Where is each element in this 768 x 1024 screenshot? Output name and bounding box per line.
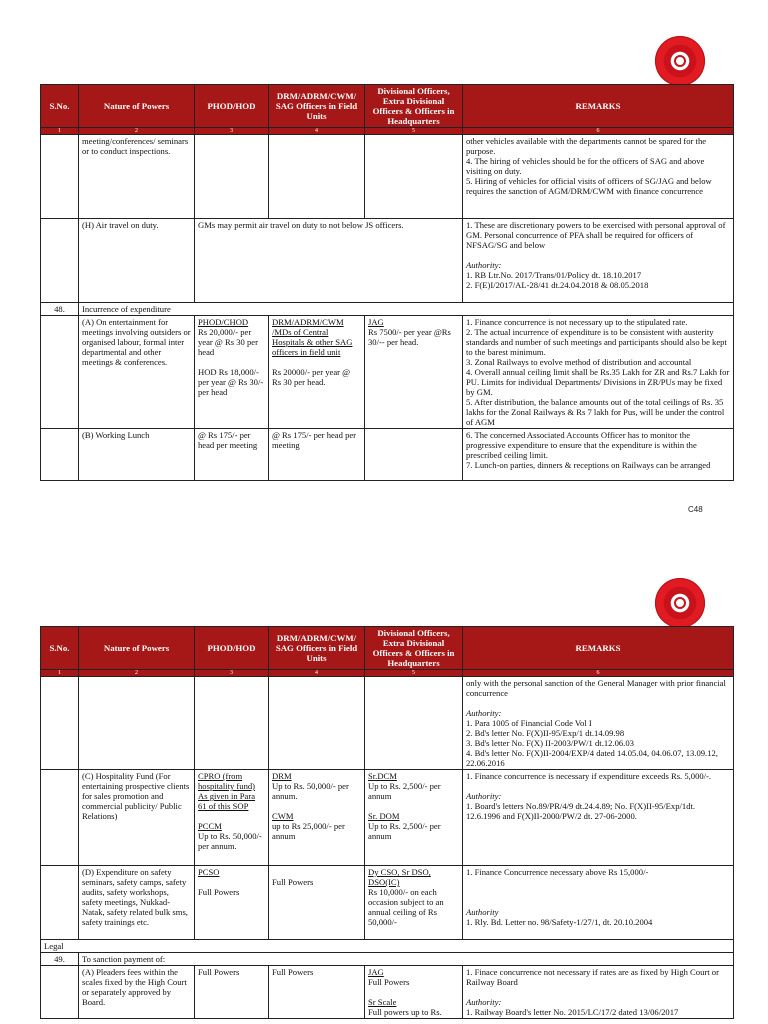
remark-line: 4. Overall annual ceiling limit shall be Rs.35 Lakh for ZR and Rs.7 Lakh for PU. Limits for individual Departments/ Divisions in ZR/PUs may be fixed by GM. [466,367,730,397]
col-sno: S.No. [41,85,79,128]
table-row [41,953,734,966]
sno-cell: 48. [41,303,79,316]
authority-label: Authority: [466,791,502,801]
authority-line: 4. Bd's letter No. F(X)II-2004/EXP/4 dated 14.05.04, 04.06.07, 13.09.12, 22.06.2016 [466,748,718,768]
authority-title: Sr. DOM [368,811,400,821]
table-row [41,677,734,770]
table-row [41,866,734,940]
col-num: 1 [41,128,79,135]
col-num: 6 [463,670,734,677]
power-text: HOD Rs 18,000/- per year @ Rs 30/- per head [198,367,264,397]
powers-table-page-1 [40,84,734,481]
power-text: Rs 20,000/- per year @ Rs 30 per head [198,327,258,357]
div-cell [365,770,463,866]
col-num: 6 [463,128,734,135]
nature-cell: (B) Working Lunch [79,429,195,481]
power-text: up to Rs 25,000/- per annum [272,821,345,841]
remarks-cell [463,135,734,219]
div-cell [365,316,463,429]
authority-title: PCCM [198,821,222,831]
authority-title: PHOD/CHOD [198,317,249,327]
authority-title: Sr Scale [368,997,397,1007]
remark-line: 1. Finance concurrence is necessary if expenditure exceeds Rs. 5,000/-. [466,771,712,781]
authority-title: CPRO (from hospitality fund) As given in Para 61 of this SOP [198,771,256,811]
section-title: To sanction payment of: [79,953,734,966]
col-num: 2 [79,670,195,677]
col-div: Divisional Officers, Extra Divisional Officers & Officers in Headquarters [365,85,463,128]
authority-line: 1. RB Ltr.No. 2017/Trans/01/Policy dt. 18.10.2017 [466,270,642,280]
authority-line: 3. Bd's letter No. F(X) II-2003/PW/1 dt.12.06.03 [466,738,634,748]
power-text: Full powers up to Rs. [368,1007,442,1017]
authority-line: 1. Board's letters No.89/PR/4/9 dt.24.4.89; No. F(X)II-95/Exp/1dt. 12.6.1996 and F(X)II-2000/PW/2 dt. 27-06-2000. [466,801,696,821]
power-text: Up to Rs. 50,000/- per annum. [272,781,349,801]
authority-line: 2. Bd's letter No. F(X)II-95/Exp/1 dt.14.09.98 [466,728,625,738]
authority-line: 1. Rly. Bd. Letter no. 98/Safety-1/27/1, dt. 20.10.2004 [466,917,653,927]
table-row [41,940,734,953]
table-header-row [41,627,734,670]
col-remarks: REMARKS [463,85,734,128]
authority-label: Authority: [466,997,502,1007]
remark-line: 7. Lunch-on parties, dinners & receptions on Railways can be arranged [466,460,711,470]
column-number-row [41,128,734,135]
col-drm: DRM/ADRM/CWM/ SAG Officers in Field Units [269,85,365,128]
authority-title: Sr.DCM [368,771,397,781]
col-div: Divisional Officers, Extra Divisional Officers & Officers in Headquarters [365,627,463,670]
remarks-cell [463,770,734,866]
drm-cell [269,866,365,940]
remarks-cell [463,219,734,303]
remark-line: 6. The concerned Associated Accounts Officer has to monitor the progressive expenditure to ensure that the expenditure is within the prescribed ceiling limit. [466,430,697,460]
drm-cell: @ Rs 175/- per head per meeting [269,429,365,481]
phod-cell [195,770,269,866]
column-number-row [41,670,734,677]
authority-label: Authority: [466,260,502,270]
drm-cell: Full Powers [269,966,365,1019]
phod-cell: @ Rs 175/- per head per meeting [195,429,269,481]
authority-title: PCSO [198,867,220,877]
power-text: Up to Rs. 2,500/- per annum [368,781,441,801]
phod-cell [195,866,269,940]
indian-railways-logo-icon [655,578,705,628]
table-row [41,770,734,866]
power-text: Up to Rs. 50,000/- per annum. [198,831,262,851]
nature-cell: (C) Hospitality Fund (For entertaining prospective clients for sales promotion and commercial publicity/ Public Relations) [79,770,195,866]
powers-table-page-2 [40,626,734,1019]
indian-railways-logo-icon [655,36,705,86]
col-num: 5 [365,670,463,677]
table-row [41,966,734,1019]
nature-cell: (H) Air travel on duty. [79,219,195,303]
authority-label: Authority: [466,708,502,718]
remark-line: 1. Finance concurrence is not necessary up to the stipulated rate. [466,317,688,327]
nature-cell: meeting/conferences/ seminars or to conduct inspections. [79,135,195,219]
remark-line: 1. Finance Concurrence necessary above Rs 15,000/- [466,867,649,877]
nature-cell: (D) Expenditure on safety seminars, safety camps, safety audits, safety workshops, safety meetings, Nukkad- Natak, safety related bulk sms, safety trainings etc. [79,866,195,940]
col-num: 4 [269,128,365,135]
col-num: 3 [195,670,269,677]
remark-line: 1. Finace concurrence not necessary if rates are as fixed by High Court or Railway Board [466,967,719,987]
nature-cell: (A) Pleaders fees within the scales fixed by the High Court or separately approved by Board. [79,966,195,1019]
remarks-cell [463,866,734,940]
remark-line: 2. The actual incurrence of expenditure is to be consistent with austerity standards and number of such meetings and participants should also be kept to the barest minimum. [466,327,727,357]
authority-title: DRM/ADRM/CWM /MDs of Central Hospitals & other SAG officers in field unit [272,317,353,357]
power-text: Full Powers [368,977,410,987]
power-text: Full Powers [198,887,240,897]
drm-cell [269,316,365,429]
sno-cell: 49. [41,953,79,966]
col-num: 5 [365,128,463,135]
remark-line: 3. Zonal Railways to evolve method of distribution and accountal [466,357,692,367]
authority-line: 1. Railway Board's letter No. 2015/LC/17/2 dated 13/06/2017 [466,1007,679,1017]
remarks-cell [463,429,734,481]
col-drm: DRM/ADRM/CWM/ SAG Officers in Field Units [269,627,365,670]
col-num: 2 [79,128,195,135]
remarks-cell [463,677,734,770]
col-nature: Nature of Powers [79,627,195,670]
authority-title: JAG [368,317,384,327]
phod-cell: Full Powers [195,966,269,1019]
remark-line: 5. After distribution, the balance amounts out of the total ceilings of Rs. 35 lakhs for the Zonal Railways & Rs 7 lakh for Pus, will be under the control of AGM [466,397,725,427]
authority-title: Dy CSO, Sr DSO, DSO(IC) [368,867,431,887]
remarks-cell [463,316,734,429]
remark-line: other vehicles available with the departments cannot be spared for the purpose. [466,136,707,156]
power-text: Full Powers [272,877,314,887]
remarks-cell [463,966,734,1019]
col-num: 4 [269,670,365,677]
page-number: C48 [688,505,703,514]
authority-line: 2. F(E)I/2017/AL-28/41 dt.24.04.2018 & 08.05.2018 [466,280,649,290]
nature-cell: (A) On entertainment for meetings involving outsiders or organised labour, formal inter departmental and other meetings & conferences. [79,316,195,429]
table-row [41,316,734,429]
drm-cell [269,770,365,866]
table-row [41,303,734,316]
div-cell [365,866,463,940]
section-label: Legal [41,940,734,953]
phod-cell [195,316,269,429]
col-num: 1 [41,670,79,677]
div-cell [365,966,463,1019]
col-nature: Nature of Powers [79,85,195,128]
table-header-row [41,85,734,128]
power-text: Rs 20000/- per year @ Rs 30 per head. [272,367,351,387]
power-text: Up to Rs. 2,500/- per annum [368,821,441,841]
col-remarks: REMARKS [463,627,734,670]
remark-line: 1. These are discretionary powers to be exercised with personal approval of GM. Personal concurrence of PFA shall be required for officers of NFSAG/SG and below [466,220,726,250]
remark-line: only with the personal sanction of the General Manager with prior financial concurrence [466,678,726,698]
remark-line: 4. The hiring of vehicles should be for the officers of SAG and above visiting on duty. [466,156,705,176]
power-text: Rs 7500/- per year @Rs 30/-- per head. [368,327,451,347]
authority-title: DRM [272,771,292,781]
col-sno: S.No. [41,627,79,670]
authority-label: Authority [466,907,499,917]
authority-title: JAG [368,967,384,977]
section-title: Incurrence of expenditure [79,303,734,316]
table-row [41,219,734,303]
table-row [41,135,734,219]
authority-title: CWM [272,811,294,821]
col-phod: PHOD/HOD [195,627,269,670]
power-text: Rs 10,000/- on each occasion subject to an annual ceiling of Rs 50,000/- [368,887,444,927]
col-num: 3 [195,128,269,135]
powers-cell: GMs may permit air travel on duty to not below JS officers. [195,219,463,303]
authority-line: 1. Para 1005 of Financial Code Vol I [466,718,592,728]
remark-line: 5. Hiring of vehicles for official visits of officers of SG/JAG and below requires the sanction of AGM/DRM/CWM with finance concurrence [466,176,712,196]
col-phod: PHOD/HOD [195,85,269,128]
table-row [41,429,734,481]
